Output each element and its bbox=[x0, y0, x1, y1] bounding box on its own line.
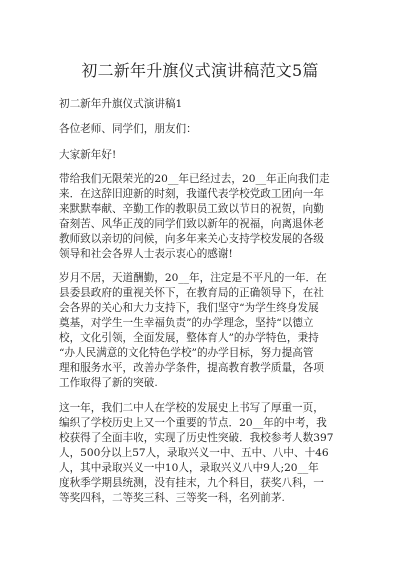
paragraph-2-line: 县委县政府的重视关怀下，在教育局的正确领导下，在社 bbox=[59, 287, 324, 299]
document-title: 初二新年升旗仪式演讲稿范文5篇 bbox=[81, 61, 319, 80]
paragraph-3-line: 人，500分以上57人，录取兴义一中、五中、八中、十46 bbox=[59, 447, 329, 459]
paragraph-1-line: 来默默奉献、辛勤工作的教职员工致以节日的祝贺，向勤 bbox=[59, 203, 324, 215]
paragraph-3-line: 人，其中录取兴义一中10人，录取兴义八中9人;20__年 bbox=[59, 462, 319, 474]
paragraph-3-line: 这一年，我们二中人在学校的发展史上书写了厚重一页， bbox=[59, 402, 324, 414]
greeting: 大家新年好! bbox=[59, 149, 117, 161]
paragraph-1-line: 教师致以亲切的问候，向多年来关心支持学校发展的各级 bbox=[59, 233, 324, 245]
paragraph-1-line: 领导和社会各界人士表示衷心的感谢! bbox=[59, 248, 233, 260]
section-heading: 初二新年升旗仪式演讲稿1 bbox=[59, 98, 183, 110]
paragraph-3-line: 校获得了全面丰收，实现了历史性突破．我校参考人数397 bbox=[59, 432, 334, 444]
paragraph-2-line: 会各界的关心和大力支持下，我们坚守“为学生终身发展 bbox=[59, 302, 319, 314]
paragraph-2-line: 岁月不居，天道酬勤，20__年，注定是不平凡的一年．在 bbox=[59, 272, 327, 284]
paragraph-1-line: 来．在这辞旧迎新的时刻，我谨代表学校党政工团向一年 bbox=[59, 188, 324, 200]
paragraph-3-line: 度秋季学期县统测，没有挂末，九个科目，获奖八科，一 bbox=[59, 477, 324, 489]
paragraph-3-line: 编织了学校历史上又一个重要的节点．20__年的中考，我 bbox=[59, 417, 327, 429]
paragraph-2-line: 工作取得了新的突破. bbox=[59, 377, 158, 389]
paragraph-2-line: 奠基，对学生一生幸福负责”的办学理念，坚持“以德立 bbox=[59, 317, 314, 329]
salutation: 各位老师、同学们，朋友们： bbox=[59, 123, 197, 135]
paragraph-2-line: 校，文化引领，全面发展，整体育人”的办学特色，秉持 bbox=[59, 332, 319, 344]
paragraph-3-line: 等奖四科，二等奖三科、三等奖一科，名列前茅. bbox=[59, 492, 285, 504]
paragraph-2-line: “办人民满意的文化特色学校”的办学目标，努力提高管 bbox=[59, 347, 314, 359]
paragraph-1-line: 奋刻苦、风华正茂的同学们致以新年的祝福，向离退休老 bbox=[59, 218, 324, 230]
paragraph-1-line: 带给我们无限荣光的20__年已经过去，20__年正向我们走 bbox=[59, 173, 330, 185]
paragraph-2-line: 理和服务水平，改善办学条件，提高教育教学质量，各项 bbox=[59, 362, 324, 374]
